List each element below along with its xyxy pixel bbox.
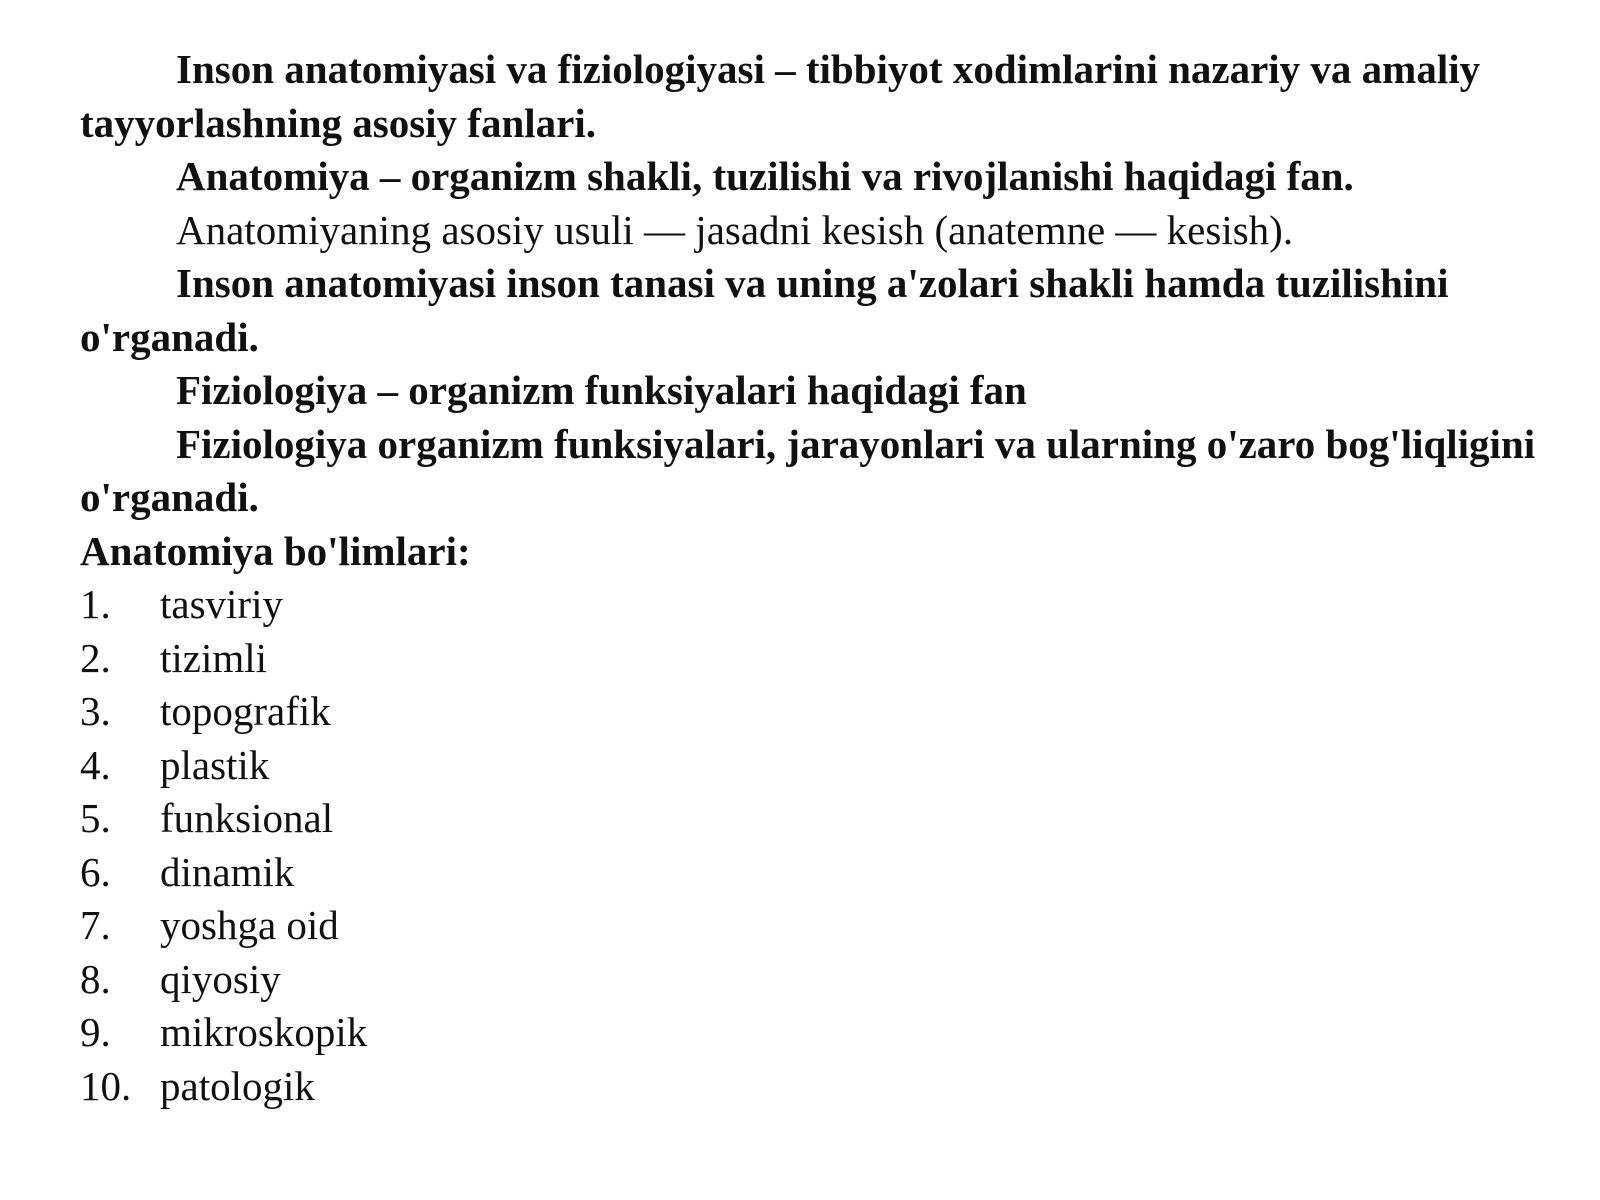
- list-item-number: 4.: [80, 741, 111, 788]
- list-item-number: 10.: [80, 1062, 132, 1109]
- list-item-number: 3.: [80, 688, 111, 734]
- list-item-label: yoshga oid: [160, 902, 339, 948]
- list-item-label: funksional: [160, 795, 334, 841]
- list-item: [80, 739, 1550, 793]
- list-item: [80, 1006, 1550, 1060]
- list-item-label: dinamik: [160, 848, 295, 895]
- paragraph-anatomy-definition: Anatomiya – organizm shakli, tuzilishi va rivojlanishi haqidagi fan.: [176, 153, 1354, 199]
- list-item: [80, 899, 1550, 953]
- list-item-label: patologik: [160, 1062, 315, 1109]
- list-item: [80, 1060, 1550, 1114]
- list-item: [80, 846, 1550, 900]
- sections-heading: Anatomiya bo'limlari:: [80, 527, 471, 574]
- list-item-label: topografik: [160, 688, 331, 734]
- list-item: [80, 792, 1550, 846]
- list-item-number: 1.: [80, 581, 111, 627]
- list-item-number: 7.: [80, 902, 111, 948]
- paragraph-physiology-study: Fiziologiya organizm funksiyalari, jarayonlari va ularning o'zaro bog'liqligini o'rganadi.: [80, 420, 1536, 520]
- list-item-label: mikroskopik: [160, 1009, 368, 1055]
- document-page: [80, 43, 1550, 1113]
- list-item-label: plastik: [160, 741, 270, 788]
- list-item-label: tasviriy: [160, 581, 283, 627]
- list-item-label: tizimli: [160, 634, 268, 681]
- paragraph-physiology-definition: Fiziologiya – organizm funksiyalari haqidagi fan: [176, 367, 1027, 413]
- list-item: [80, 632, 1550, 686]
- list-item: [80, 685, 1550, 739]
- paragraph-anatomy-method: Anatomiyaning asosiy usuli — jasadni kesish (anatemne — kesish).: [176, 206, 1294, 253]
- list-item-number: 8.: [80, 955, 111, 1002]
- list-item: [80, 578, 1550, 632]
- list-item-number: 5.: [80, 795, 111, 841]
- list-item-number: 6.: [80, 848, 111, 895]
- paragraph-human-anatomy: Inson anatomiyasi inson tanasi va uning a'zolari shakli hamda tuzilishini o'rganadi.: [80, 260, 1449, 360]
- anatomy-sections-list: [80, 578, 1550, 1113]
- list-item-number: 9.: [80, 1009, 111, 1055]
- list-item-label: qiyosiy: [160, 955, 281, 1002]
- list-item: [80, 953, 1550, 1007]
- list-item-number: 2.: [80, 634, 111, 681]
- paragraph-definition-anatomy-physiology: Inson anatomiyasi va fiziologiyasi – tibbiyot xodimlarini nazariy va amaliy tayyorlashning asosiy fanlari.: [80, 46, 1481, 146]
